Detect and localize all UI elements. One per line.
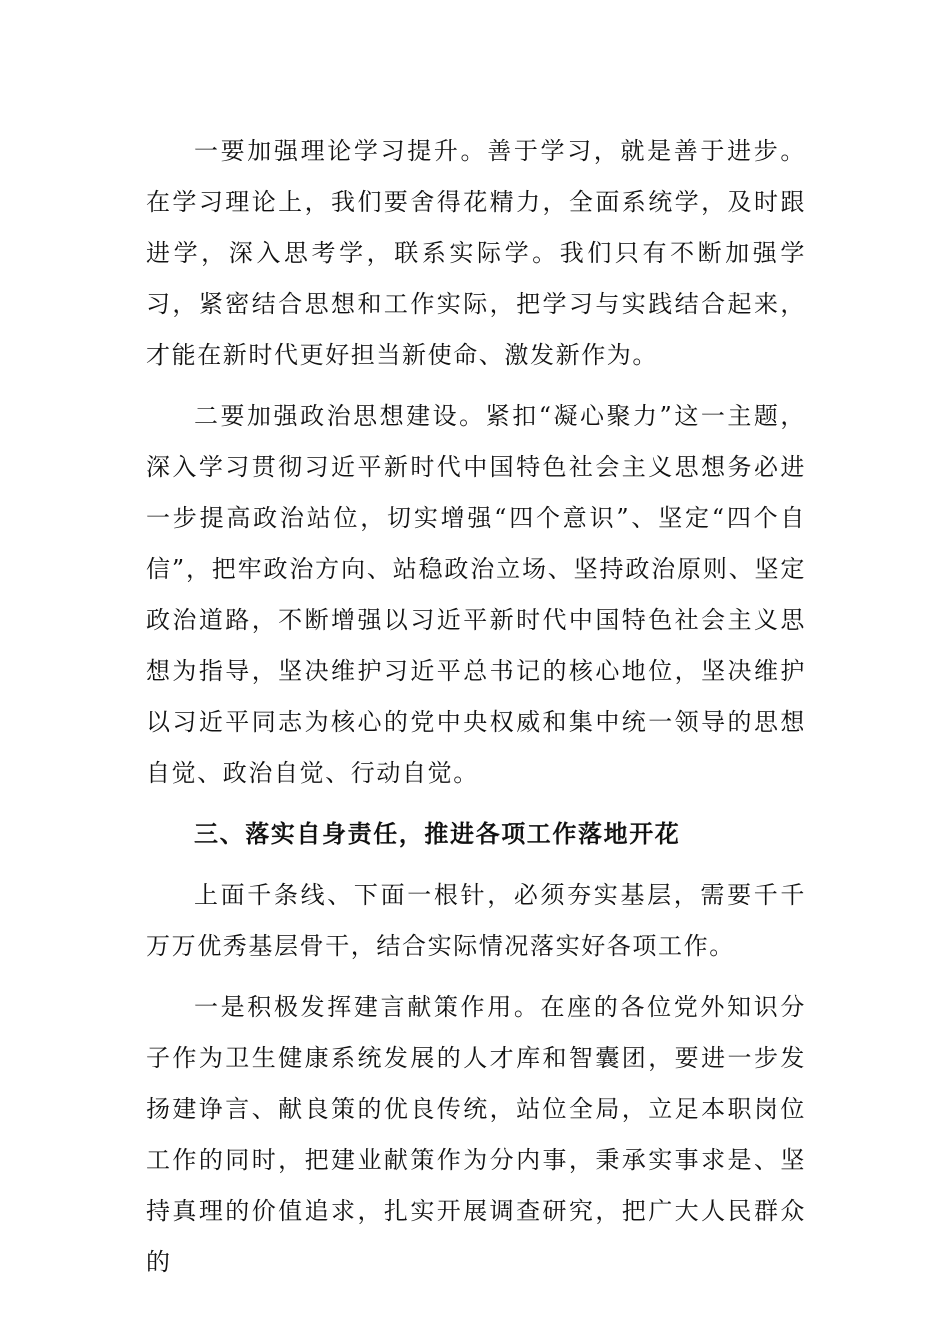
paragraph-grassroots: 上面千条线、下面一根针，必须夯实基层，需要千千万万优秀基层骨干，结合实际情况落实好各项工作。 [146, 881, 806, 960]
document-body [146, 126, 806, 1298]
paragraph-theory-study: 一要加强理论学习提升。善于学习，就是善于进步。在学习理论上，我们要舍得花精力，全面系统学，及时跟进学，深入思考学，联系实际学。我们只有不断加强学习，紧密结合思想和工作实际，把学习与实践结合起来，才能在新时代更好担当新使命、激发新作为。 [146, 137, 806, 369]
paragraph-political-thought: 二要加强政治思想建设。紧扣“凝心聚力”这一主题，深入学习贯彻习近平新时代中国特色社会主义思想务必进一步提高政治站位，切实增强“四个意识”、坚定“四个自信”，把牢政治方向、站稳政治立场、坚持政治原则、坚定政治道路，不断增强以习近平新时代中国特色社会主义思想为指导，坚决维护习近平总书记的核心地位，坚决维护以习近平同志为核心的党中央权威和集中统一领导的思想自觉、政治自觉、行动自觉。 [146, 402, 806, 787]
paragraph-advice-role: 一是积极发挥建言献策作用。在座的各位党外知识分子作为卫生健康系统发展的人才库和智囊团，要进一步发扬建诤言、献良策的优良传统，站位全局，立足本职岗位工作的同时，把建业献策作为分内事，秉承实事求是、坚持真理的价值追求，扎实开展调查研究，把广大人民群众的 [146, 993, 806, 1276]
section-heading: 三、落实自身责任，推进各项工作落地开花 [194, 820, 681, 848]
